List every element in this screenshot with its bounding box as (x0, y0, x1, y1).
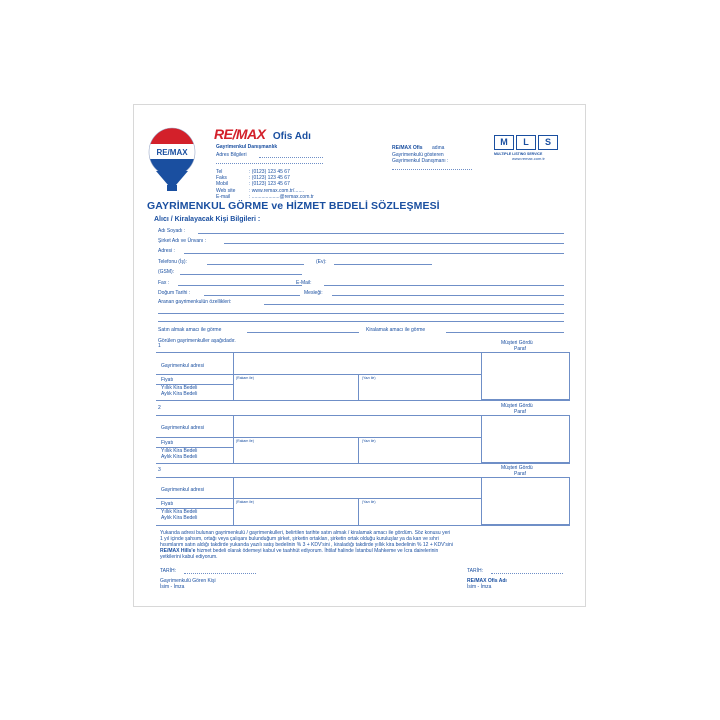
mls-box-l: L (516, 135, 536, 150)
property-2-monthly-label: Aylık Kira Bedeli (161, 454, 198, 460)
field-birth-line[interactable] (204, 295, 300, 296)
right-date-label: TARİH: (467, 568, 484, 574)
property-1-price-label: Fiyatı (161, 377, 174, 383)
field-company-label: Şirket Adı ve Ünvanı : (158, 238, 207, 244)
balloon-logo-text: RE/MAX (156, 148, 188, 157)
property-3-address-label: Gayrimenkul adresi (161, 487, 205, 493)
property-1-yearly-label: Yıllık Kira Bedeli (161, 385, 198, 391)
property-3-paraf-label: Paraf (514, 471, 526, 477)
field-birth-label: Doğum Tarihi : (158, 290, 191, 296)
consultant-dots (392, 169, 472, 170)
address-dots-2 (216, 163, 323, 164)
property-1-seen-label: Müşteri Gördü (501, 340, 533, 346)
field-company-line[interactable] (224, 243, 564, 244)
property-2-bottom-line (156, 463, 570, 464)
tel-label: Tel (216, 169, 223, 175)
left-date-label: TARİH: (160, 568, 177, 574)
brand-header (214, 126, 311, 144)
field-job-line[interactable] (332, 295, 564, 296)
left-date-dots[interactable] (184, 573, 256, 574)
mls-url: www.remax.com.tr (512, 156, 545, 161)
property-2-number: 2 (158, 405, 161, 411)
fax-value: : (0123) 123 45 67 (249, 175, 290, 181)
field-fax-label: Fax : (158, 280, 170, 286)
shown-consultant-line2: Gayrimenkul Danışmanı : (392, 158, 449, 164)
seen-properties-label: Görülen gayrimenkuller aşağıdadır. (158, 338, 236, 344)
shown-consultant-line1: Gayrimenkulü gösteren (392, 152, 444, 158)
property-1-price-words: (Yazı ile) (362, 376, 376, 380)
property-3-number: 3 (158, 467, 161, 473)
field-features-line-2[interactable] (158, 313, 564, 314)
property-2-paraf-label: Paraf (514, 409, 526, 415)
property-1-address-label: Gayrimenkul adresi (161, 363, 205, 369)
right-signer-name: RE/MAX Ofis Adı (467, 578, 507, 584)
field-features-label: Aranan gayrimenkulün özellikleri: (158, 299, 232, 305)
right-date-dots[interactable] (491, 573, 563, 574)
remax-balloon-logo (146, 127, 198, 193)
field-phone-label: Telefonu (İş): (158, 259, 187, 265)
field-gsm-label: (GSM): (158, 269, 175, 275)
terms-brand: RE/MAX Hills'e (160, 548, 196, 554)
property-3-price-words: (Yazı ile) (362, 500, 376, 504)
buy-purpose-label: Satın almak amacı ile görme (158, 327, 222, 333)
web-label: Web site (216, 188, 236, 194)
property-2-price-digits: (Rakam ile) (236, 439, 254, 443)
web-value: : www.remax.com.tr/....... (249, 188, 305, 194)
mobile-value: : (0123) 123 45 67 (249, 181, 290, 187)
property-2-price-words: (Yazı ile) (362, 439, 376, 443)
property-1-divider (233, 352, 234, 400)
buy-purpose-line[interactable] (247, 332, 359, 333)
property-2-price-label: Fiyatı (161, 440, 174, 446)
property-3-divider (233, 477, 234, 525)
terms-line-3: hısımlarım satın aldığı takdirde yukarıda yazılı satış bedelinin % 3 + KDV'sini , kiraladığı takdirde yıllık kira bedelinin % 12 + KDV'sini (160, 542, 453, 548)
property-1-monthly-label: Aylık Kira Bedeli (161, 391, 198, 397)
property-3-paraf-box[interactable] (481, 477, 570, 525)
property-3-monthly-label: Aylık Kira Bedeli (161, 515, 198, 521)
property-3-price-digits: (Rakam ile) (236, 500, 254, 504)
left-signer-name: Gayrimenkulü Gören Kişi (160, 578, 216, 584)
property-1-mid-line (156, 374, 481, 375)
property-3-bottom-line (156, 525, 570, 526)
rent-purpose-line[interactable] (446, 332, 564, 333)
left-signer-sign: İsim - İmza (160, 584, 185, 590)
email-label: E-mail (216, 194, 231, 200)
mls-logo (494, 135, 564, 157)
property-2-paraf-box[interactable] (481, 415, 570, 463)
property-2-seen-label: Müşteri Gördü (501, 403, 533, 409)
property-2-mid-line (156, 437, 481, 438)
office-line-brand: RE/MAX Ofis (392, 145, 423, 151)
terms-line-2: 1 yıl içinde şahsım, ortağı veya çalışanı bulunduğum şirket, şirketin ortakları, şirketin ortak olduğu kuruluşlar ya da kan ve sıhri (160, 536, 439, 542)
document-title: GAYRİMENKUL GÖRME ve HİZMET BEDELİ SÖZLEŞMESİ (147, 200, 440, 212)
property-3-yearly-label: Yıllık Kira Bedeli (161, 509, 198, 515)
property-2-divider (233, 415, 234, 463)
contract-sheet (133, 104, 586, 607)
fax-label: Faks (216, 175, 227, 181)
property-3-seen-label: Müşteri Gördü (501, 465, 533, 471)
property-1-paraf-label: Paraf (514, 346, 526, 352)
terms-line-4-rest: hizmet bedeli olarak ödemeyi kabul ve taahhüt ediyorum. İhtilaf halinde İstanbul Mahkeme ve İcra dairelerinin (195, 548, 439, 554)
property-2-price-divider (358, 437, 359, 463)
field-address-label: Adresi : (158, 248, 175, 254)
office-line-rest: adına (431, 145, 445, 151)
property-3-mid-line (156, 498, 481, 499)
rent-purpose-label: Kiralamak amacı ile görme (366, 327, 426, 333)
field-name-line[interactable] (198, 233, 564, 234)
field-fax-line[interactable] (178, 285, 302, 286)
property-2-address-label: Gayrimenkul adresi (161, 425, 205, 431)
property-1-price-digits: (Rakam ile) (236, 376, 254, 380)
address-label: Adres Bilgileri (216, 152, 247, 158)
remax-wordmark: RE/MAX (214, 126, 266, 142)
mobile-label: Mobil (216, 181, 228, 187)
consultant-label: Gayrimenkul Danışmanlık (216, 144, 278, 150)
property-1-price-divider (358, 374, 359, 400)
office-name: Ofis Adı (272, 131, 311, 142)
mls-box-s: S (538, 135, 558, 150)
property-2-yearly-label: Yıllık Kira Bedeli (161, 448, 198, 454)
field-gsm-line[interactable] (180, 274, 302, 275)
address-dots (259, 157, 323, 158)
terms-line-1: Yukarıda adresi bulunan gayrimenkulü / gayrimenkulleri, belirtilen tarihte satın almak / kiralamak amacı ile gördüm. Söz konusu yeri (160, 530, 451, 536)
property-3-price-divider (358, 498, 359, 525)
office-line (392, 145, 444, 151)
field-email-line[interactable] (324, 285, 564, 286)
right-signer-sign: İsim - İmza (467, 584, 492, 590)
field-phone-home-line[interactable] (334, 264, 432, 265)
field-phone-line[interactable] (207, 264, 304, 265)
property-1-paraf-box[interactable] (481, 352, 570, 400)
email-value: : ....................@remax.com.tr (249, 194, 314, 200)
field-email-label: E-Mail: (296, 280, 312, 286)
property-1-bottom-line (156, 400, 570, 401)
field-job-label: Mesleği: (304, 290, 323, 296)
field-features-line-3[interactable] (158, 321, 564, 322)
mls-logo-boxes (494, 135, 564, 150)
mls-box-m: M (494, 135, 514, 150)
mls-subtitle: MULTIPLE LISTING SERVICE (494, 152, 543, 156)
field-name-label: Adı Soyadı : (158, 228, 186, 234)
field-address-line[interactable] (184, 253, 564, 254)
tel-value: : (0123) 123 45 67 (249, 169, 290, 175)
terms-line-5: yetkilerini kabul ediyorum. (160, 554, 218, 560)
field-features-line-1[interactable] (264, 304, 564, 305)
property-3-price-label: Fiyatı (161, 501, 174, 507)
section-title: Alıcı / Kiralayacak Kişi Bilgileri : (154, 216, 261, 223)
field-phone-home-label: (Ev): (316, 259, 327, 265)
property-1-number: 1 (158, 343, 161, 349)
